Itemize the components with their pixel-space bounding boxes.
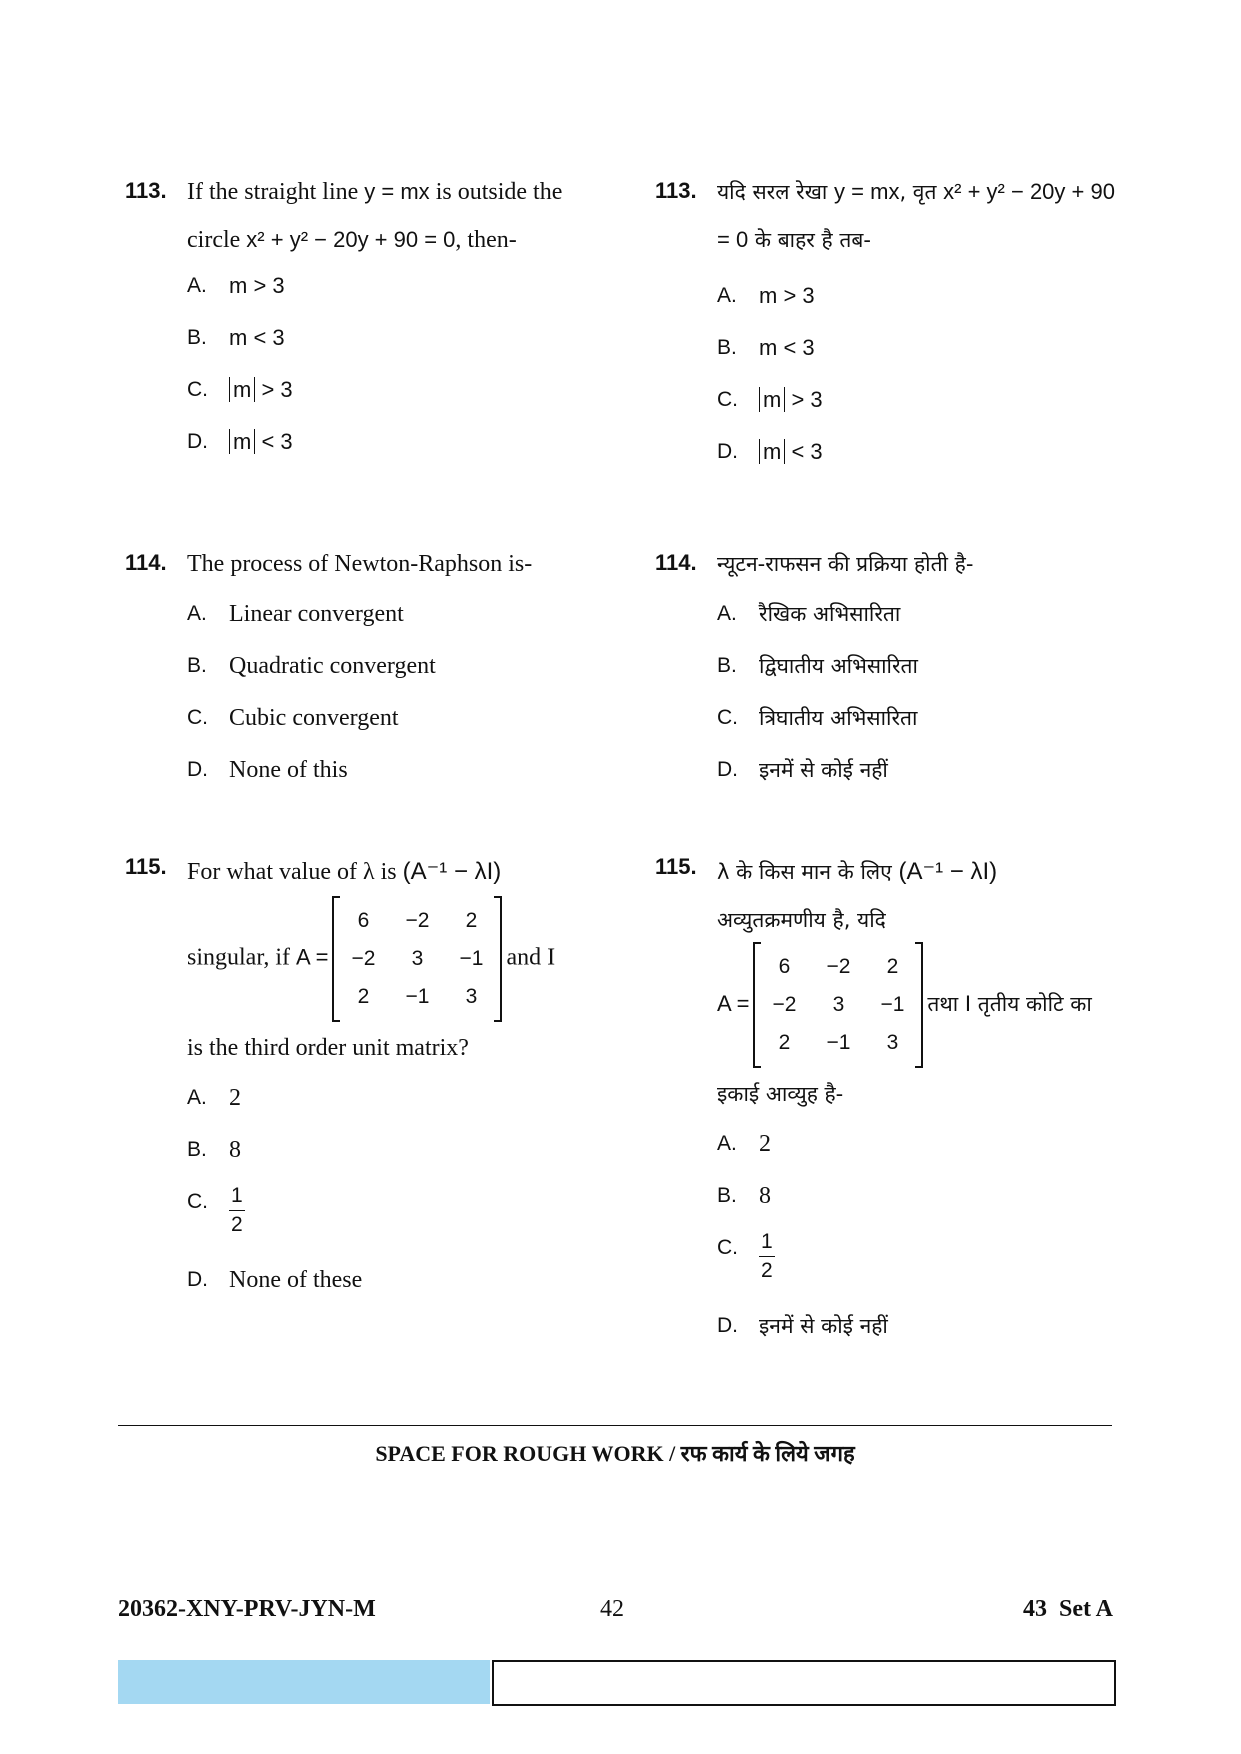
option-b[interactable]: B. द्विघातीय अभिसारिता <box>717 654 918 678</box>
question-114-hi <box>655 540 1125 796</box>
circle-equation: x² + y² − 20y + 90 = 0 <box>717 179 1115 252</box>
option-c[interactable]: C. $\frac{1}{2}$ <box>717 1222 1125 1300</box>
question-text: The process of Newton-Raphson is- <box>187 551 533 577</box>
options-list <box>187 260 595 468</box>
question-number: 115. <box>655 854 697 879</box>
matrix-a: 6 −2 2 −2 3 −1 2 −1 3 <box>332 898 502 1020</box>
option-d[interactable]: D. None of this <box>187 757 348 783</box>
option-b[interactable]: B. m < 3 <box>717 335 815 360</box>
line-equation: y = mx <box>834 179 900 204</box>
footer-blank-box <box>492 1660 1116 1706</box>
option-b[interactable]: B. m < 3 <box>187 325 285 350</box>
option-c[interactable]: C. m > 3 <box>187 377 293 402</box>
footer-paper-code: 20362-XNY-PRV-JYN-M <box>118 1596 376 1622</box>
question-114-en <box>125 540 595 796</box>
question-number: 113. <box>655 178 697 203</box>
singular-expression: (A⁻¹ − λI) <box>402 858 502 885</box>
matrix-a: 6 −2 2 −2 3 −1 2 −1 3 <box>753 944 923 1066</box>
rough-work-divider <box>118 1425 1112 1426</box>
question-text-end: is the third order unit matrix? <box>187 1035 469 1061</box>
option-c[interactable]: C. m > 3 <box>717 387 823 412</box>
question-113-hi <box>655 168 1125 478</box>
question-text-2: अव्युतक्रमणीय है, यदि <box>717 908 886 932</box>
footer-color-bar <box>118 1660 490 1704</box>
question-number: 115. <box>125 854 167 879</box>
question-text: न्यूटन-राफसन की प्रक्रिया होती है- <box>717 552 974 576</box>
options-list <box>187 588 595 796</box>
option-a[interactable]: A. 2 <box>717 1131 771 1157</box>
circle-equation: x² + y² − 20y + 90 = 0 <box>246 227 456 252</box>
question-text-end: इकाई आव्युह है- <box>717 1082 844 1106</box>
question-text: For what value of λ is (A⁻¹ − λI) <box>187 858 502 885</box>
question-number: 114. <box>125 550 167 575</box>
option-d[interactable]: D. None of these <box>187 1267 363 1293</box>
option-d[interactable]: D. m < 3 <box>187 429 293 454</box>
options-list <box>717 588 1125 796</box>
matrix-line: A = 6 −2 2 −2 3 −1 2 −1 3 तथा I तृतीय कोटि का <box>717 944 1125 1066</box>
option-a[interactable]: A. m > 3 <box>187 273 285 298</box>
option-d[interactable]: D. इनमें से कोई नहीं <box>717 1314 888 1338</box>
option-c[interactable]: C. $\frac{1}{2}$ <box>187 1176 595 1254</box>
options-list <box>717 1118 1125 1352</box>
options-list <box>717 270 1125 478</box>
line-equation: y = mx <box>364 179 430 204</box>
question-number: 114. <box>655 550 697 575</box>
option-a[interactable]: A. रैखिक अभिसारिता <box>717 602 901 626</box>
question-113-en <box>125 168 595 468</box>
option-b[interactable]: B. 8 <box>717 1183 771 1209</box>
fraction: $\frac{1}{2}$ <box>231 1184 243 1236</box>
footer-page-number: 42 <box>600 1596 624 1622</box>
option-c[interactable]: C. Cubic convergent <box>187 705 399 731</box>
rough-work-heading: SPACE FOR ROUGH WORK / रफ कार्य के लिये जगह <box>375 1441 855 1466</box>
option-d[interactable]: D. m < 3 <box>717 439 823 464</box>
fraction: $\frac{1}{2}$ <box>761 1230 773 1282</box>
option-a[interactable]: A. 2 <box>187 1085 241 1111</box>
question-115-en <box>125 848 595 1306</box>
question-115-hi <box>655 848 1125 1352</box>
option-d[interactable]: D. इनमें से कोई नहीं <box>717 758 888 782</box>
question-text: If the straight line y = mx is outside the circle x² + y² − 20y + 90 = 0, then- <box>187 179 563 253</box>
matrix-line: singular, if A = 6 −2 2 −2 3 −1 2 −1 3 and I <box>187 898 595 1020</box>
option-b[interactable]: B. 8 <box>187 1137 241 1163</box>
question-number: 113. <box>125 178 167 203</box>
option-a[interactable]: A. m > 3 <box>717 283 815 308</box>
options-list <box>187 1072 595 1306</box>
singular-expression: (A⁻¹ − λI) <box>898 858 998 885</box>
question-text: यदि सरल रेखा y = mx, वृत x² + y² − 20y + 90 = 0 के बाहर है तब- <box>717 179 1115 252</box>
footer-set-label: 43 Set A <box>1023 1596 1113 1622</box>
option-b[interactable]: B. Quadratic convergent <box>187 653 436 679</box>
option-a[interactable]: A. Linear convergent <box>187 601 404 627</box>
question-text: λ के किस मान के लिए (A⁻¹ − λI) <box>717 858 998 885</box>
option-c[interactable]: C. त्रिघातीय अभिसारिता <box>717 706 918 730</box>
